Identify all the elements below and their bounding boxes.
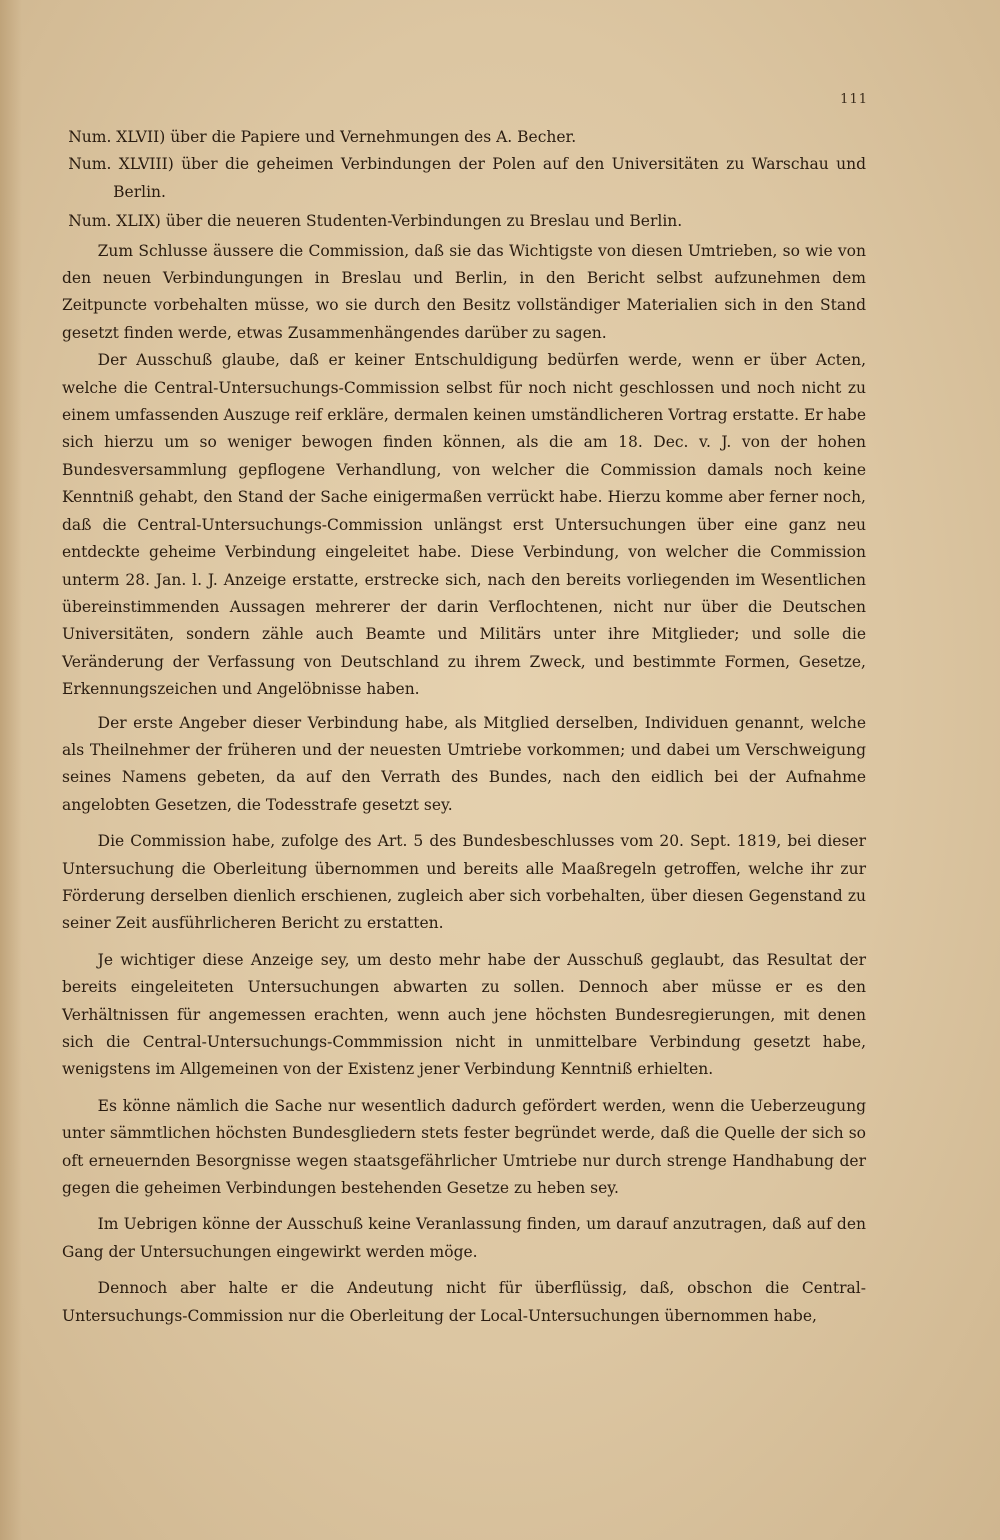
- paragraph: Der erste Angeber dieser Verbindung habe, als Mitglied derselben, Individuen genannt, welche als Theilnehmer der früheren und der neuesten Umtriebe vorkommen; und dabei um Verschweigung seines Namens gebeten, da auf den Verrath des Bundes, nach den eidlich bei der Aufnahme angelobten Gesetzen, die Todesstrafe gesetzt sey.: [62, 713, 866, 814]
- page-number: 111: [840, 92, 868, 107]
- paragraph: Dennoch aber halte er die Andeutung nicht für überflüssig, daß, obschon die Central-Untersuchungs-Commission nur die Oberleitung der Local-Untersuchungen übernommen habe,: [62, 1279, 866, 1325]
- list-entry: Num. XLIX) über die neueren Studenten-Verbindungen zu Breslau und Berlin.: [68, 212, 683, 231]
- paragraph: Je wichtiger diese Anzeige sey, um desto mehr habe der Ausschuß geglaubt, das Resultat der bereits eingeleiteten Untersuchungen abwarten zu sollen. Dennoch aber müsse er es den Verhältnissen für angemessen erachten, wenn auch jene höchsten Bundesregierungen, mit denen sich die Central-Untersuchungs-Commmission nicht in unmittelbare Verbindung gesetzt habe, wenigstens im Allgemeinen von der Existenz jener Verbindung Kenntniß erhielten.: [62, 950, 866, 1079]
- page-binding-shadow: [0, 0, 22, 1540]
- paragraph: Die Commission habe, zufolge des Art. 5 des Bundesbeschlusses vom 20. Sept. 1819, bei dieser Untersuchung die Oberleitung übernommen und bereits alle Maaßregeln getroffen, welche ihr zur Förderung derselben dienlich erschienen, zugleich aber sich vorbehalten, über diesen Gegenstand zu seiner Zeit ausführlicheren Bericht zu erstatten.: [62, 832, 866, 933]
- paragraph: Im Uebrigen könne der Ausschuß keine Veranlassung finden, um darauf anzutragen, daß auf den Gang der Untersuchungen eingewirkt werden möge.: [62, 1215, 866, 1261]
- list-entry: Num. XLVIII) über die geheimen Verbindungen der Polen auf den Universitäten zu Warschau und Berlin.: [68, 155, 866, 201]
- paragraph: Es könne nämlich die Sache nur wesentlich dadurch gefördert werden, wenn die Ueberzeugung unter sämmtlichen höchsten Bundesgliedern stets fester begründet werde, daß die Quelle der sich so oft erneuernden Besorgnisse wegen staatsgefährlicher Umtriebe nur durch strenge Handhabung der gegen die geheimen Verbindungen bestehenden Gesetze zu heben sey.: [62, 1096, 866, 1198]
- paragraph: Zum Schlusse äussere die Commission, daß sie das Wichtigste von diesen Umtrieben, so wie von den neuen Verbindungungen in Breslau und Berlin, in den Bericht selbst aufzunehmen dem Zeitpuncte vorbehalten müsse, wo sie durch den Besitz vollständiger Materialien sich in den Stand gesetzt finden werde, etwas Zusammenhängendes darüber zu sagen.: [62, 241, 866, 342]
- paragraph: Der Ausschuß glaube, daß er keiner Entschuldigung bedürfen werde, wenn er über Acten, welche die Central-Untersuchungs-Commission selbst für noch nicht geschlossen und noch nicht zu einem umfassenden Auszuge reif erkläre, dermalen keinen umständlicheren Vortrag erstatte. Er habe sich hierzu um so weniger bewogen finden können, als die am 18. Dec. v. J. von der hohen Bundesversammlung gepflogene Verhandlung, von welcher die Commission damals noch keine Kenntniß gehabt, den Stand der Sache einigermaßen verrückt habe. Hierzu komme aber ferner noch, daß die Central-Untersuchungs-Commission unlängst erst Untersuchungen über eine ganz neu entdeckte geheime Verbindung eingeleitet habe. Diese Verbindung, von welcher die Commission unterm 28. Jan. l. J. Anzeige erstatte, erstrecke sich, nach den bereits vorliegenden im Wesentlichen übereinstimmenden Aussagen mehrerer der darin Verflochtenen, nicht nur über die Deutschen Universitäten, sondern zähle auch Beamte und Militärs unter ihre Mitglieder; und solle die Veränderung der Verfassung von Deutschland zu ihrem Zweck, und bestimmte Formen, Gesetze, Erkennungszeichen und Angelöbnisse haben.: [62, 351, 866, 699]
- list-entry: Num. XLVII) über die Papiere und Vernehmungen des A. Becher.: [68, 128, 577, 146]
- document-body: [62, 124, 866, 1330]
